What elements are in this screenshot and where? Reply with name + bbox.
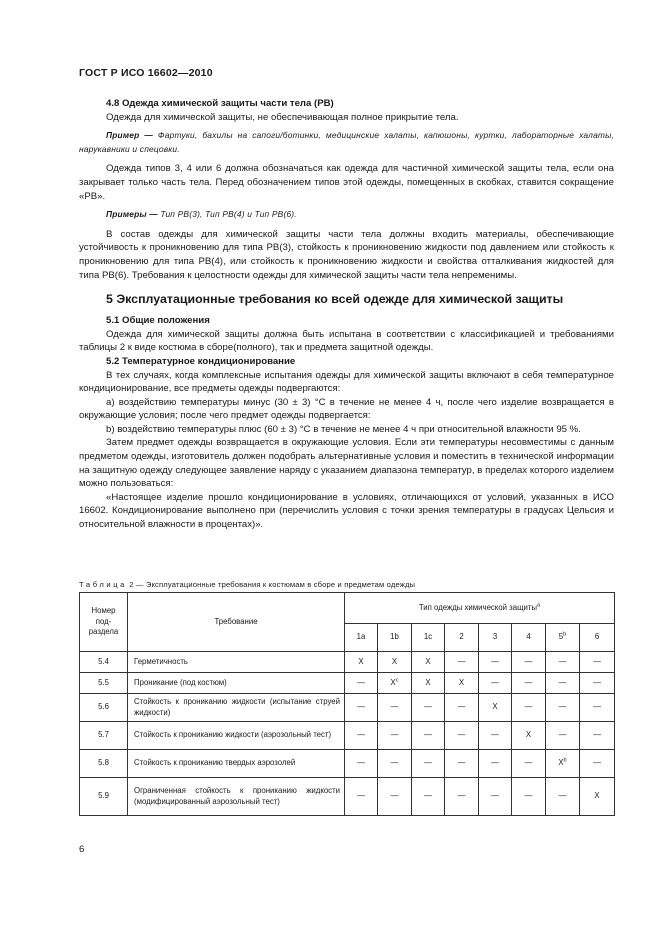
row-type-mark: — bbox=[593, 758, 601, 768]
row-type-mark: — bbox=[593, 656, 601, 666]
example-2-label: Примеры — bbox=[106, 209, 158, 220]
row-type-value bbox=[445, 673, 479, 694]
row-type-value bbox=[445, 694, 479, 722]
row-type-mark: — bbox=[558, 730, 567, 740]
row-type-mark: — bbox=[390, 758, 399, 768]
table-caption-label: Таблица bbox=[79, 580, 127, 589]
row-type-mark: — bbox=[524, 656, 533, 666]
footnote-b-marker: b bbox=[563, 631, 567, 638]
row-type-mark: — bbox=[357, 702, 365, 712]
row-type-value bbox=[378, 694, 412, 722]
row-type-mark: X bbox=[425, 677, 431, 687]
row-type-value bbox=[345, 778, 378, 816]
type-header-5 bbox=[546, 624, 580, 652]
row-type-mark: — bbox=[558, 656, 567, 666]
row-type-mark: — bbox=[491, 656, 499, 666]
row-type-value bbox=[412, 673, 445, 694]
row-type-value bbox=[479, 652, 512, 673]
type-header-label: 1b bbox=[390, 632, 399, 642]
row-type-value bbox=[512, 694, 546, 722]
row-type-value bbox=[445, 778, 479, 816]
row-type-mark: — bbox=[524, 677, 533, 687]
row-type-mark: — bbox=[491, 730, 499, 740]
row-type-mark: — bbox=[491, 791, 499, 801]
row-requirement: Стойкость к прониканию твердых аэрозолей bbox=[128, 750, 345, 778]
table-row bbox=[80, 778, 615, 816]
row-type-value bbox=[378, 652, 412, 673]
row-type-value bbox=[412, 778, 445, 816]
type-header-4 bbox=[512, 624, 546, 652]
row-type-value bbox=[512, 722, 546, 750]
row-type-value bbox=[345, 652, 378, 673]
row-type-mark: X bbox=[594, 791, 600, 801]
section-5-1-paragraph: Одежда для химической защиты должна быть испытана в соответствии с классификацией и требованиями таблицы 2 к виде костюма в сборе(полного), так и предмета защитной одежды. bbox=[79, 328, 614, 354]
footnote-marker: b bbox=[563, 757, 567, 764]
row-type-value bbox=[512, 750, 546, 778]
row-type-mark: — bbox=[558, 677, 567, 687]
row-type-mark: — bbox=[524, 702, 533, 712]
row-type-value bbox=[378, 673, 412, 694]
row-subsection-number: 5.4 bbox=[80, 652, 128, 673]
row-subsection-number: 5.8 bbox=[80, 750, 128, 778]
row-type-mark: — bbox=[593, 730, 601, 740]
row-type-mark: X bbox=[558, 758, 564, 768]
row-requirement: Герметичность bbox=[128, 652, 345, 673]
row-type-mark: — bbox=[357, 791, 365, 801]
section-5-2-heading: 5.2 Температурное кондиционирование bbox=[106, 355, 296, 367]
page-number: 6 bbox=[79, 844, 85, 855]
type-header-label: 1a bbox=[356, 632, 366, 642]
row-type-value bbox=[345, 750, 378, 778]
section-5-2-item-a: a) воздействию температуры минус (30 ± 3) °С в течение не менее 4 ч, после чего изделие возвращается в окружающие условия; после чего предмет одежды подвергается: bbox=[79, 396, 614, 422]
row-type-value bbox=[580, 750, 615, 778]
row-type-mark: — bbox=[558, 702, 567, 712]
row-type-mark: — bbox=[593, 702, 601, 712]
row-type-value bbox=[546, 750, 580, 778]
row-type-mark: — bbox=[457, 758, 466, 768]
row-type-mark: X bbox=[458, 677, 465, 687]
column-header-requirement: Требование bbox=[128, 593, 345, 652]
section-5-2-paragraph-d: Затем предмет одежды возвращается в окружающие условия. Если эти температуры несовместимы с данным предметом одежды, изготовитель должен подобрать альтернативные условия и поместить в технической информации на защитную одежду следующее заявление наряду с указанием диапазона температур, в пределах которого изделием можно пользоваться: bbox=[79, 437, 614, 490]
row-type-value bbox=[546, 652, 580, 673]
table-row bbox=[80, 722, 615, 750]
table-row bbox=[80, 652, 615, 673]
section-5-1-heading: 5.1 Общие положения bbox=[106, 315, 210, 327]
column-header-types-text: Тип одежды химической защиты bbox=[418, 602, 538, 612]
row-type-mark: — bbox=[390, 730, 399, 740]
row-type-mark: — bbox=[424, 730, 432, 740]
row-type-value bbox=[378, 778, 412, 816]
row-type-value bbox=[412, 750, 445, 778]
row-requirement: Стойкость к прониканию жидкости (аэрозольный тест) bbox=[128, 722, 345, 750]
row-type-mark: — bbox=[491, 677, 499, 687]
row-type-mark: X bbox=[525, 730, 532, 740]
row-type-mark: X bbox=[391, 656, 398, 666]
row-type-mark: — bbox=[457, 656, 466, 666]
section-4-8-paragraph-2: Одежда типов 3, 4 или 6 должна обозначаться как одежда для частичной химической защиты тела, если она закрывает только часть тела. Перед обозначением типов этой одежды, помещенных в скобках, ставится сокращение «PB». bbox=[79, 163, 614, 202]
section-4-8-paragraph-3: В состав одежды для химической защиты части тела должны входить материалы, обеспечивающие устойчивость к проникновению для типа PB(3), стойкость к проникновению жидкости под давлением или стойкость к проникновению для типа PB(4), или стойкость к проникновению жидкости и свойства отталкивания жидкостей для типа PB(6). Требования к целостности одежды для химической защиты части тела непременимы. bbox=[79, 228, 614, 281]
row-type-mark: — bbox=[424, 702, 432, 712]
row-type-value bbox=[580, 652, 615, 673]
row-type-value bbox=[378, 750, 412, 778]
row-type-mark: — bbox=[457, 791, 466, 801]
row-type-value bbox=[412, 694, 445, 722]
row-requirement: Стойкость к прониканию жидкости (испытание струей жидкости) bbox=[128, 694, 345, 722]
type-header-6 bbox=[580, 624, 615, 652]
type-header-label: 3 bbox=[492, 632, 498, 642]
row-type-value bbox=[546, 694, 580, 722]
example-2 bbox=[79, 208, 614, 222]
row-type-value bbox=[580, 778, 615, 816]
row-type-value bbox=[479, 694, 512, 722]
page-body bbox=[79, 97, 614, 532]
row-type-value bbox=[546, 722, 580, 750]
type-header-2 bbox=[445, 624, 479, 652]
type-header-1a bbox=[345, 624, 378, 652]
row-subsection-number: 5.6 bbox=[80, 694, 128, 722]
row-type-value bbox=[479, 750, 512, 778]
row-type-mark: — bbox=[357, 677, 365, 687]
type-header-3 bbox=[479, 624, 512, 652]
row-type-value bbox=[445, 722, 479, 750]
section-5-2-statement: «Настоящее изделие прошло кондиционирование в условиях, отличающихся от условий, указанных в ИСО 16602. Кондиционирование выполнено при (перечислить условия с точки зрения температуры в градусах Цельсия и относительной влажности в процентах)». bbox=[79, 491, 614, 531]
example-1-label: Пример — bbox=[106, 130, 153, 141]
row-type-value bbox=[512, 673, 546, 694]
row-type-mark: — bbox=[457, 730, 466, 740]
section-4-8-heading: 4.8 Одежда химической защиты части тела (PB) bbox=[106, 98, 334, 109]
row-type-mark: X bbox=[358, 656, 364, 666]
row-type-value bbox=[412, 652, 445, 673]
table-row bbox=[80, 750, 615, 778]
section-5-heading: 5 Эксплуатационные требования ко всей одежде для химической защиты bbox=[106, 292, 564, 307]
document-header: ГОСТ Р ИСО 16602—2010 bbox=[79, 67, 213, 79]
type-header-label: 1c bbox=[423, 632, 433, 642]
row-type-mark: — bbox=[424, 791, 432, 801]
row-type-value bbox=[580, 694, 615, 722]
type-header-label: 5 bbox=[558, 632, 564, 642]
row-type-value bbox=[445, 750, 479, 778]
row-type-value bbox=[345, 673, 378, 694]
footnote-marker: c bbox=[395, 677, 399, 684]
row-requirement: Ограниченная стойкость к прониканию жидкости (модифицированный аэрозольный тест) bbox=[128, 778, 345, 816]
row-type-mark: — bbox=[524, 791, 533, 801]
row-type-mark: X bbox=[492, 702, 498, 712]
row-type-mark: — bbox=[558, 791, 567, 801]
example-1 bbox=[79, 129, 614, 156]
row-subsection-number: 5.5 bbox=[80, 673, 128, 694]
section-5-2-item-b: b) воздействию температуры плюс (60 ± 3) °С в течение не менее 4 ч при относительной влажности 95 %. bbox=[106, 423, 581, 435]
requirements-table bbox=[79, 592, 615, 816]
row-type-mark: — bbox=[390, 702, 399, 712]
section-5-2-paragraph-a: В тех случаях, когда комплексные испытания одежды для химической защиты включают в себя температурное кондиционирование, все предметы одежды подвергаются: bbox=[79, 369, 614, 395]
row-type-mark: — bbox=[457, 702, 466, 712]
type-header-label: 6 bbox=[594, 632, 600, 642]
row-type-value bbox=[378, 722, 412, 750]
column-header-number: Номер под-раздела bbox=[80, 593, 128, 652]
row-type-mark: X bbox=[425, 656, 431, 666]
row-type-value bbox=[580, 673, 615, 694]
row-type-mark: X bbox=[390, 677, 396, 687]
row-type-value bbox=[445, 652, 479, 673]
example-2-text: Тип PB(3), Тип PB(4) и Тип PB(6). bbox=[157, 209, 297, 220]
table-caption bbox=[79, 580, 415, 589]
row-type-value bbox=[546, 778, 580, 816]
row-type-value bbox=[412, 722, 445, 750]
row-type-value bbox=[479, 673, 512, 694]
row-type-mark: — bbox=[491, 758, 499, 768]
row-type-mark: — bbox=[357, 730, 365, 740]
row-requirement: Проникание (под костюм) bbox=[128, 673, 345, 694]
footnote-a-marker: a bbox=[537, 602, 541, 609]
row-type-value bbox=[580, 722, 615, 750]
row-type-mark: — bbox=[424, 758, 432, 768]
row-subsection-number: 5.9 bbox=[80, 778, 128, 816]
table-row bbox=[80, 694, 615, 722]
row-type-value bbox=[479, 722, 512, 750]
row-type-mark: — bbox=[524, 758, 533, 768]
row-type-value bbox=[345, 694, 378, 722]
example-1-text: Фартуки, бахилы на сапоги/ботинки, медицинские халаты, капюшоны, куртки, лабораторные халаты, нарукавники и спецовки. bbox=[79, 130, 614, 154]
table-row bbox=[80, 673, 615, 694]
row-type-value bbox=[512, 778, 546, 816]
type-header-label: 4 bbox=[526, 632, 531, 642]
row-subsection-number: 5.7 bbox=[80, 722, 128, 750]
type-header-1c bbox=[412, 624, 445, 652]
section-4-8-definition: Одежда для химической защиты, не обеспечивающая полное прикрытие тела. bbox=[106, 111, 459, 123]
table-caption-text: 2 — Эксплуатационные требования к костюмам в сборе и предметам одежды bbox=[126, 580, 416, 589]
row-type-mark: — bbox=[593, 677, 601, 687]
row-type-value bbox=[479, 778, 512, 816]
type-header-1b bbox=[378, 624, 412, 652]
row-type-mark: — bbox=[390, 791, 399, 801]
row-type-value bbox=[546, 673, 580, 694]
row-type-value bbox=[345, 722, 378, 750]
row-type-mark: — bbox=[357, 758, 365, 768]
column-header-types bbox=[345, 593, 615, 624]
type-header-label: 2 bbox=[459, 632, 464, 642]
row-type-value bbox=[512, 652, 546, 673]
